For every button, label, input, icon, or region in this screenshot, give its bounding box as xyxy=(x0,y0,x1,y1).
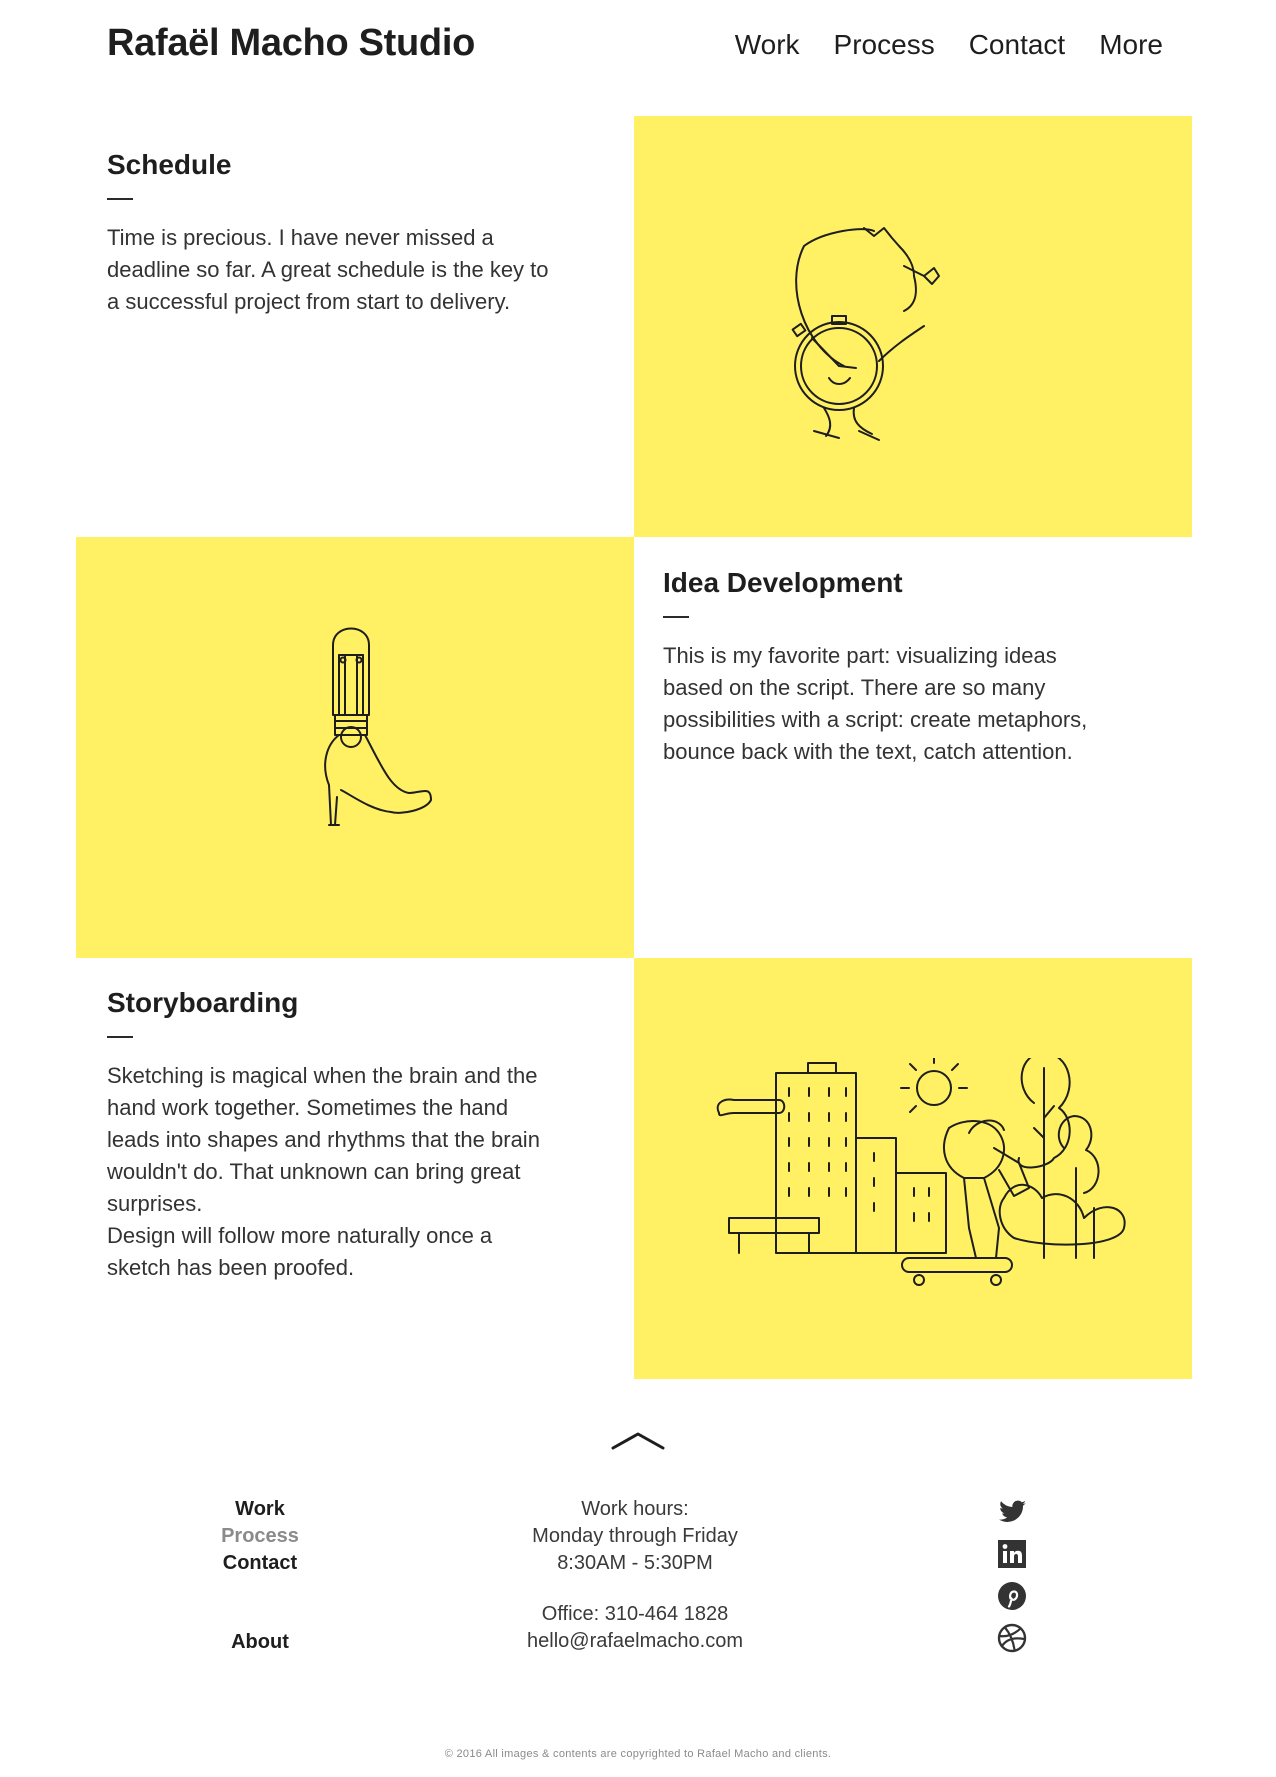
footer-spacer xyxy=(180,1577,340,1629)
schedule-body: Time is precious. I have never missed a deadline so far. A great schedule is the key to a successful project from start to delivery. xyxy=(107,225,549,314)
nav-process[interactable]: Process xyxy=(833,29,935,60)
nav-contact[interactable]: Contact xyxy=(968,29,1066,60)
schedule-title: Schedule xyxy=(107,149,232,180)
idea-illustration-panel xyxy=(76,537,634,958)
storyboarding-text xyxy=(107,984,627,1284)
work-hours-label: Work hours: xyxy=(581,1498,689,1520)
main-nav xyxy=(735,24,1163,66)
lightbulb-leg-illustration xyxy=(321,615,451,835)
footer-link-work[interactable]: Work xyxy=(235,1498,285,1520)
work-hours-days: Monday through Friday xyxy=(532,1525,738,1547)
back-to-top-chevron-icon[interactable] xyxy=(610,1428,666,1458)
footer-spacer xyxy=(470,1577,800,1601)
title-divider xyxy=(107,1036,133,1038)
footer-link-about[interactable]: About xyxy=(231,1631,289,1653)
email-link[interactable]: hello@rafaelmacho.com xyxy=(527,1630,743,1652)
storyboarding-illustration-panel xyxy=(634,958,1192,1379)
twitter-icon[interactable] xyxy=(996,1496,1028,1528)
nav-work[interactable]: Work xyxy=(734,29,800,60)
office-phone[interactable]: Office: 310-464 1828 xyxy=(541,1603,729,1625)
schedule-text xyxy=(107,146,627,318)
idea-title: Idea Development xyxy=(663,567,903,598)
footer-link-process[interactable]: Process xyxy=(221,1525,299,1547)
pinterest-icon[interactable] xyxy=(996,1580,1028,1612)
dribbble-icon[interactable] xyxy=(996,1622,1028,1654)
social-links xyxy=(996,1496,1030,1664)
linkedin-icon[interactable] xyxy=(996,1538,1028,1570)
city-sketch-illustration xyxy=(714,1058,1134,1288)
storyboarding-body: Sketching is magical when the brain and the hand work together. Sometimes the hand leads into shapes and rhythms that the brain wouldn't do. That unknown can bring great surprises. Design will follow more naturally once a sketch has been proofed. xyxy=(107,1063,540,1280)
site-title[interactable]: Rafaël Macho Studio xyxy=(107,22,476,64)
title-divider xyxy=(663,616,689,618)
stopwatch-illustration xyxy=(784,226,984,456)
nav-more[interactable]: More xyxy=(1099,29,1163,60)
storyboarding-title: Storyboarding xyxy=(107,987,299,1018)
work-hours-time: 8:30AM - 5:30PM xyxy=(557,1552,713,1574)
idea-body: This is my favorite part: visualizing ideas based on the script. There are so many possibilities with a script: create metaphors, bounce back with the text, catch attention. xyxy=(663,643,1088,764)
schedule-illustration-panel xyxy=(634,116,1192,537)
title-divider xyxy=(107,198,133,200)
idea-text xyxy=(663,564,1183,768)
copyright-notice: © 2016 All images & contents are copyrighted to Rafael Macho and clients. xyxy=(444,1748,832,1760)
footer-link-contact[interactable]: Contact xyxy=(222,1552,298,1574)
footer-nav xyxy=(180,1496,340,1656)
footer-contact-info xyxy=(470,1496,800,1655)
